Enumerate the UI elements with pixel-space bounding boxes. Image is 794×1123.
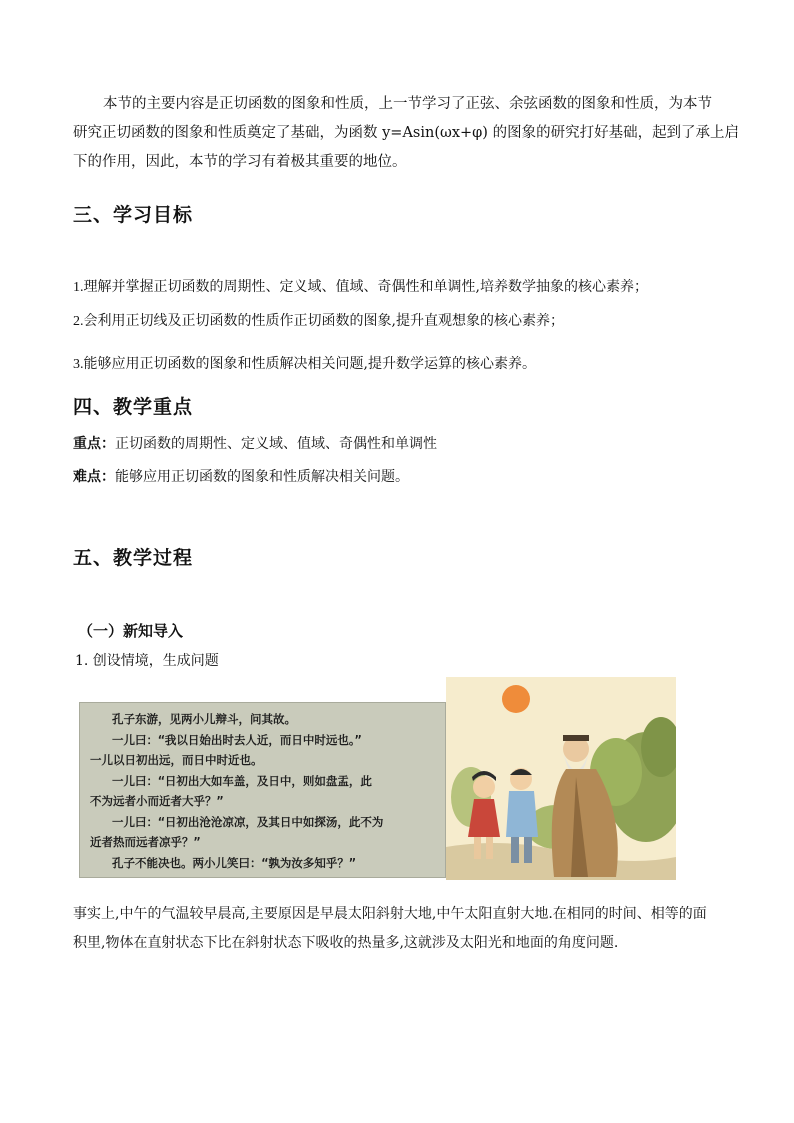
difficult-point <box>73 466 409 486</box>
subsection-heading: （一）新知导入 <box>78 622 184 640</box>
key-point <box>73 433 437 453</box>
intro-line: 本节的主要内容是正切函数的图象和性质，上一节学习了正弦、余弦函数的图象和性质，为本节 <box>103 96 712 112</box>
section-heading-process: 五、教学过程 <box>73 547 194 569</box>
intro-line: 研究正切函数的图象和性质奠定了基础，为函数 y=Asin(ωx+φ) 的图象的研究打好基础，起到了承上启 <box>73 125 740 141</box>
conclusion-paragraph <box>73 900 725 958</box>
objective-item <box>73 353 536 373</box>
key-point-text: 正切函数的周期性、定义域、值域、奇偶性和单调性 <box>115 436 437 452</box>
story-line: 孔子不能决也。两小儿笑曰：“孰为汝多知乎？” <box>112 855 356 870</box>
objective-number: 2. <box>73 314 84 329</box>
story-line: 一儿曰：“我以日始出时去人近，而日中时远也。” <box>112 732 362 747</box>
difficult-point-label: 难点： <box>73 469 115 485</box>
objective-number: 1. <box>73 280 84 295</box>
conclusion-line: 积里,物体在直射状态下比在斜射状态下吸收的热量多,这就涉及太阳光和地面的角度问题. <box>73 935 619 951</box>
story-line: 孔子东游，见两小儿辩斗，问其故。 <box>112 712 296 726</box>
key-point-label: 重点： <box>73 436 115 452</box>
objective-text: 能够应用正切函数的图象和性质解决相关问题,提升数学运算的核心素养。 <box>83 356 536 372</box>
conclusion-line: 事实上,中午的气温较早晨高,主要原因是早晨太阳斜射大地,中午太阳直射大地.在相同的时间、相等的面 <box>73 906 707 922</box>
sun-icon <box>502 685 530 713</box>
story-text-panel <box>79 702 446 878</box>
difficult-point-text: 能够应用正切函数的图象和性质解决相关问题。 <box>115 469 409 485</box>
objective-number: 3. <box>73 357 84 372</box>
intro-paragraph <box>73 90 740 177</box>
story-line: 不为远者小而近者大乎？” <box>90 794 224 808</box>
intro-line: 下的作用，因此，本节的学习有着极其重要的地位。 <box>73 154 407 170</box>
story-line: 一儿曰：“日初出大如车盖，及日中，则如盘盂，此 <box>112 773 372 788</box>
story-line: 一儿曰：“日初出沧沧凉凉，及其日中如探汤，此不为 <box>112 814 384 829</box>
objective-item <box>73 276 648 296</box>
objective-text: 会利用正切线及正切函数的性质作正切函数的图象,提升直观想象的核心素养； <box>83 313 564 329</box>
objective-item <box>73 310 564 330</box>
objective-text: 理解并掌握正切函数的周期性、定义域、值域、奇偶性和单调性,培养数学抽象的核心素养； <box>83 279 648 295</box>
step-heading: 1. 创设情境，生成问题 <box>75 653 219 669</box>
story-line: 一儿以日初出远，而日中时近也。 <box>90 753 263 767</box>
story-line: 近者热而远者凉乎？” <box>90 835 201 849</box>
confucius-illustration <box>446 677 676 880</box>
section-heading-key-points: 四、教学重点 <box>73 396 194 418</box>
section-heading-objectives: 三、学习目标 <box>73 204 194 226</box>
